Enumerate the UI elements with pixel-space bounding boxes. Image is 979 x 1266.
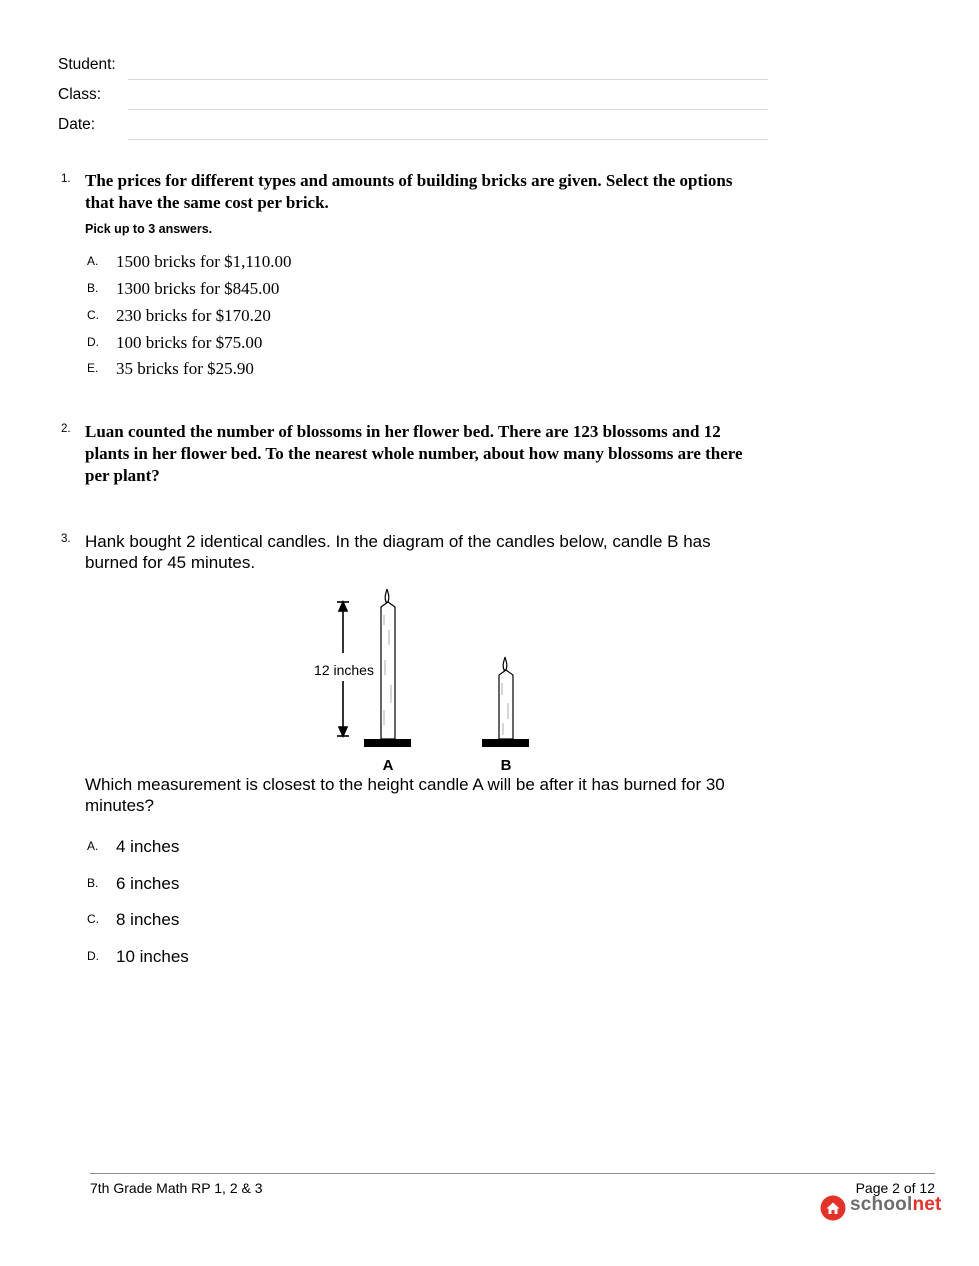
- q1-option-letter: D.: [87, 335, 99, 349]
- candle-diagram: [300, 585, 540, 775]
- schoolnet-logo: [820, 1194, 940, 1222]
- candle-b-label: B: [500, 757, 512, 774]
- question-1-stem-line: that have the same cost per brick.: [85, 193, 329, 212]
- date-field-line[interactable]: [128, 139, 768, 140]
- footer-title: 7th Grade Math RP 1, 2 & 3: [90, 1180, 263, 1196]
- question-1-stem: [85, 170, 765, 214]
- question-3-stem: [85, 531, 765, 573]
- q1-option-letter: C.: [87, 308, 99, 322]
- q3-option-letter: C.: [87, 912, 99, 926]
- question-1-stem-line: The prices for different types and amounts of building bricks are given. Select the options: [85, 171, 733, 190]
- student-label: Student:: [58, 56, 116, 73]
- question-3-stem-line: Hank bought 2 identical candles. In the diagram of the candles below, candle B has: [85, 532, 711, 551]
- candle-a-label: A: [382, 757, 394, 774]
- page-indicator: Page 2 of 12: [855, 1180, 935, 1196]
- q1-option-letter: B.: [87, 281, 99, 295]
- question-3-stem-line: burned for 45 minutes.: [85, 553, 256, 572]
- question-3-prompt-line: Which measurement is closest to the height candle A will be after it has burned for 30: [85, 775, 725, 794]
- footer-divider: [90, 1173, 935, 1174]
- q3-option-letter: B.: [87, 876, 99, 890]
- logo-wordmark: [850, 1194, 942, 1216]
- q1-option-d[interactable]: 100 bricks for $75.00: [116, 333, 263, 352]
- q1-option-b[interactable]: 1300 bricks for $845.00: [116, 279, 280, 298]
- q3-option-a[interactable]: 4 inches: [116, 837, 180, 856]
- question-2-stem: [85, 421, 765, 487]
- question-3-prompt-line: minutes?: [85, 796, 154, 815]
- question-3-prompt: [85, 774, 765, 816]
- q3-option-letter: A.: [87, 839, 99, 853]
- class-field-line[interactable]: [128, 109, 768, 110]
- candle-b: [482, 657, 529, 747]
- q3-option-b[interactable]: 6 inches: [116, 874, 180, 893]
- logo-net: net: [912, 1194, 942, 1215]
- q1-option-letter: A.: [87, 254, 99, 268]
- q3-option-d[interactable]: 10 inches: [116, 947, 189, 966]
- q3-option-letter: D.: [87, 949, 99, 963]
- question-3-number: 3.: [61, 533, 71, 545]
- question-2-number: 2.: [61, 423, 71, 435]
- q3-option-c[interactable]: 8 inches: [116, 910, 180, 929]
- question-2-stem-line: plants in her flower bed. To the nearest whole number, about how many blossoms are there: [85, 444, 743, 463]
- question-1-instruction: Pick up to 3 answers.: [85, 222, 213, 236]
- class-label: Class:: [58, 86, 102, 103]
- question-2-stem-line: per plant?: [85, 466, 160, 485]
- q1-option-a[interactable]: 1500 bricks for $1,110.00: [116, 252, 292, 271]
- question-1-number: 1.: [61, 173, 71, 185]
- measure-label: 12 inches: [314, 662, 374, 678]
- question-2-stem-line: Luan counted the number of blossoms in her flower bed. There are 123 blossoms and 12: [85, 422, 721, 441]
- q1-option-e[interactable]: 35 bricks for $25.90: [116, 359, 254, 378]
- house-icon: [820, 1195, 846, 1221]
- q1-option-letter: E.: [87, 361, 99, 375]
- date-label: Date:: [58, 116, 96, 133]
- student-field-line[interactable]: [128, 79, 768, 80]
- logo-school: school: [850, 1194, 913, 1215]
- q1-option-c[interactable]: 230 bricks for $170.20: [116, 306, 271, 325]
